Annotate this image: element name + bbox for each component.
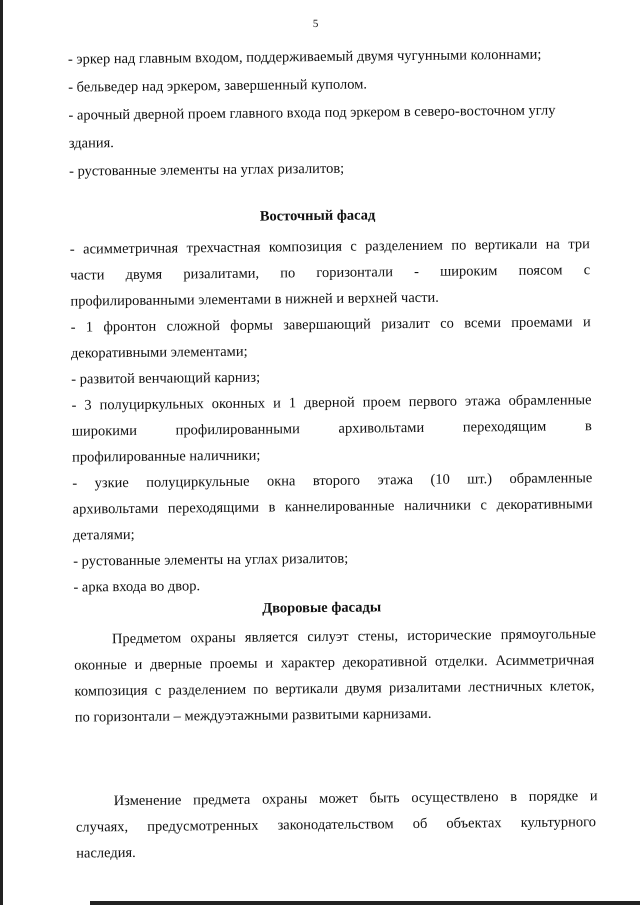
scan-edge-left bbox=[0, 0, 3, 905]
text-line: профилированными элементами в нижней и верхней части. bbox=[70, 289, 439, 310]
text-line: деталями; bbox=[72, 526, 135, 544]
text-line: - арка входа во двор. bbox=[73, 578, 201, 596]
section-heading-courtyard: Дворовые фасады bbox=[262, 599, 382, 617]
text-line: - рустованные элементы на углах ризалитов; bbox=[73, 550, 349, 570]
text-line: декоративными элементами; bbox=[70, 343, 248, 362]
text-line: оконные и дверные проемы и характер декоративной отделки. Асимметричная bbox=[74, 652, 595, 674]
text-line: части двумя ризалитами, по горизонтали - широким поясом с bbox=[70, 262, 591, 284]
text-line: - 3 полуциркульных оконных и 1 дверной проем первого этажа обрамленные bbox=[71, 392, 592, 414]
text-line: композиция с разделением по вертикали двумя ризалитами лестничных клеток, bbox=[74, 678, 595, 700]
text-line: Предметом охраны является силуэт стены, исторические прямоугольные bbox=[111, 626, 597, 648]
text-line: - асимметричная трехчастная композиция с разделением по вертикали на три bbox=[69, 236, 590, 258]
section-heading-east: Восточный фасад bbox=[259, 207, 376, 225]
text-line: Изменение предмета охраны может быть осуществлено в порядке и bbox=[113, 788, 598, 810]
text-line: широкими профилированными архивольтами переходящим в bbox=[71, 418, 592, 440]
text-line: - рустованные элементы на углах ризалитов; bbox=[68, 160, 345, 180]
text-line: - эркер над главным входом, поддерживаемый двумя чугунными колоннами; bbox=[67, 46, 542, 68]
text-line: - арочный дверной проем главного входа под эркером в северо-восточном углу bbox=[68, 102, 556, 124]
text-line: - бельведер над эркером, завершенный куполом. bbox=[68, 76, 368, 96]
text-line: - узкие полуциркульные окна второго этажа (10 шт.) обрамленные bbox=[72, 470, 593, 492]
text-line: случаях, предусмотренных законодательством об объектах культурного bbox=[75, 814, 596, 836]
text-line: архивольтами переходящими в каннелированные наличники с декоративными bbox=[72, 496, 593, 518]
text-line: здания. bbox=[68, 135, 114, 152]
text-line: профилированные наличники; bbox=[71, 447, 261, 466]
text-line: по горизонтали – междуэтажными развитыми карнизами. bbox=[74, 705, 432, 726]
page-number: 5 bbox=[312, 17, 319, 31]
text-line: наследия. bbox=[76, 844, 136, 862]
text-line: - 1 фронтон сложной формы завершающий ризалит со всеми проемами и bbox=[70, 314, 591, 336]
scan-edge-bottom bbox=[90, 901, 640, 905]
text-line: - развитой венчающий карниз; bbox=[71, 369, 261, 388]
